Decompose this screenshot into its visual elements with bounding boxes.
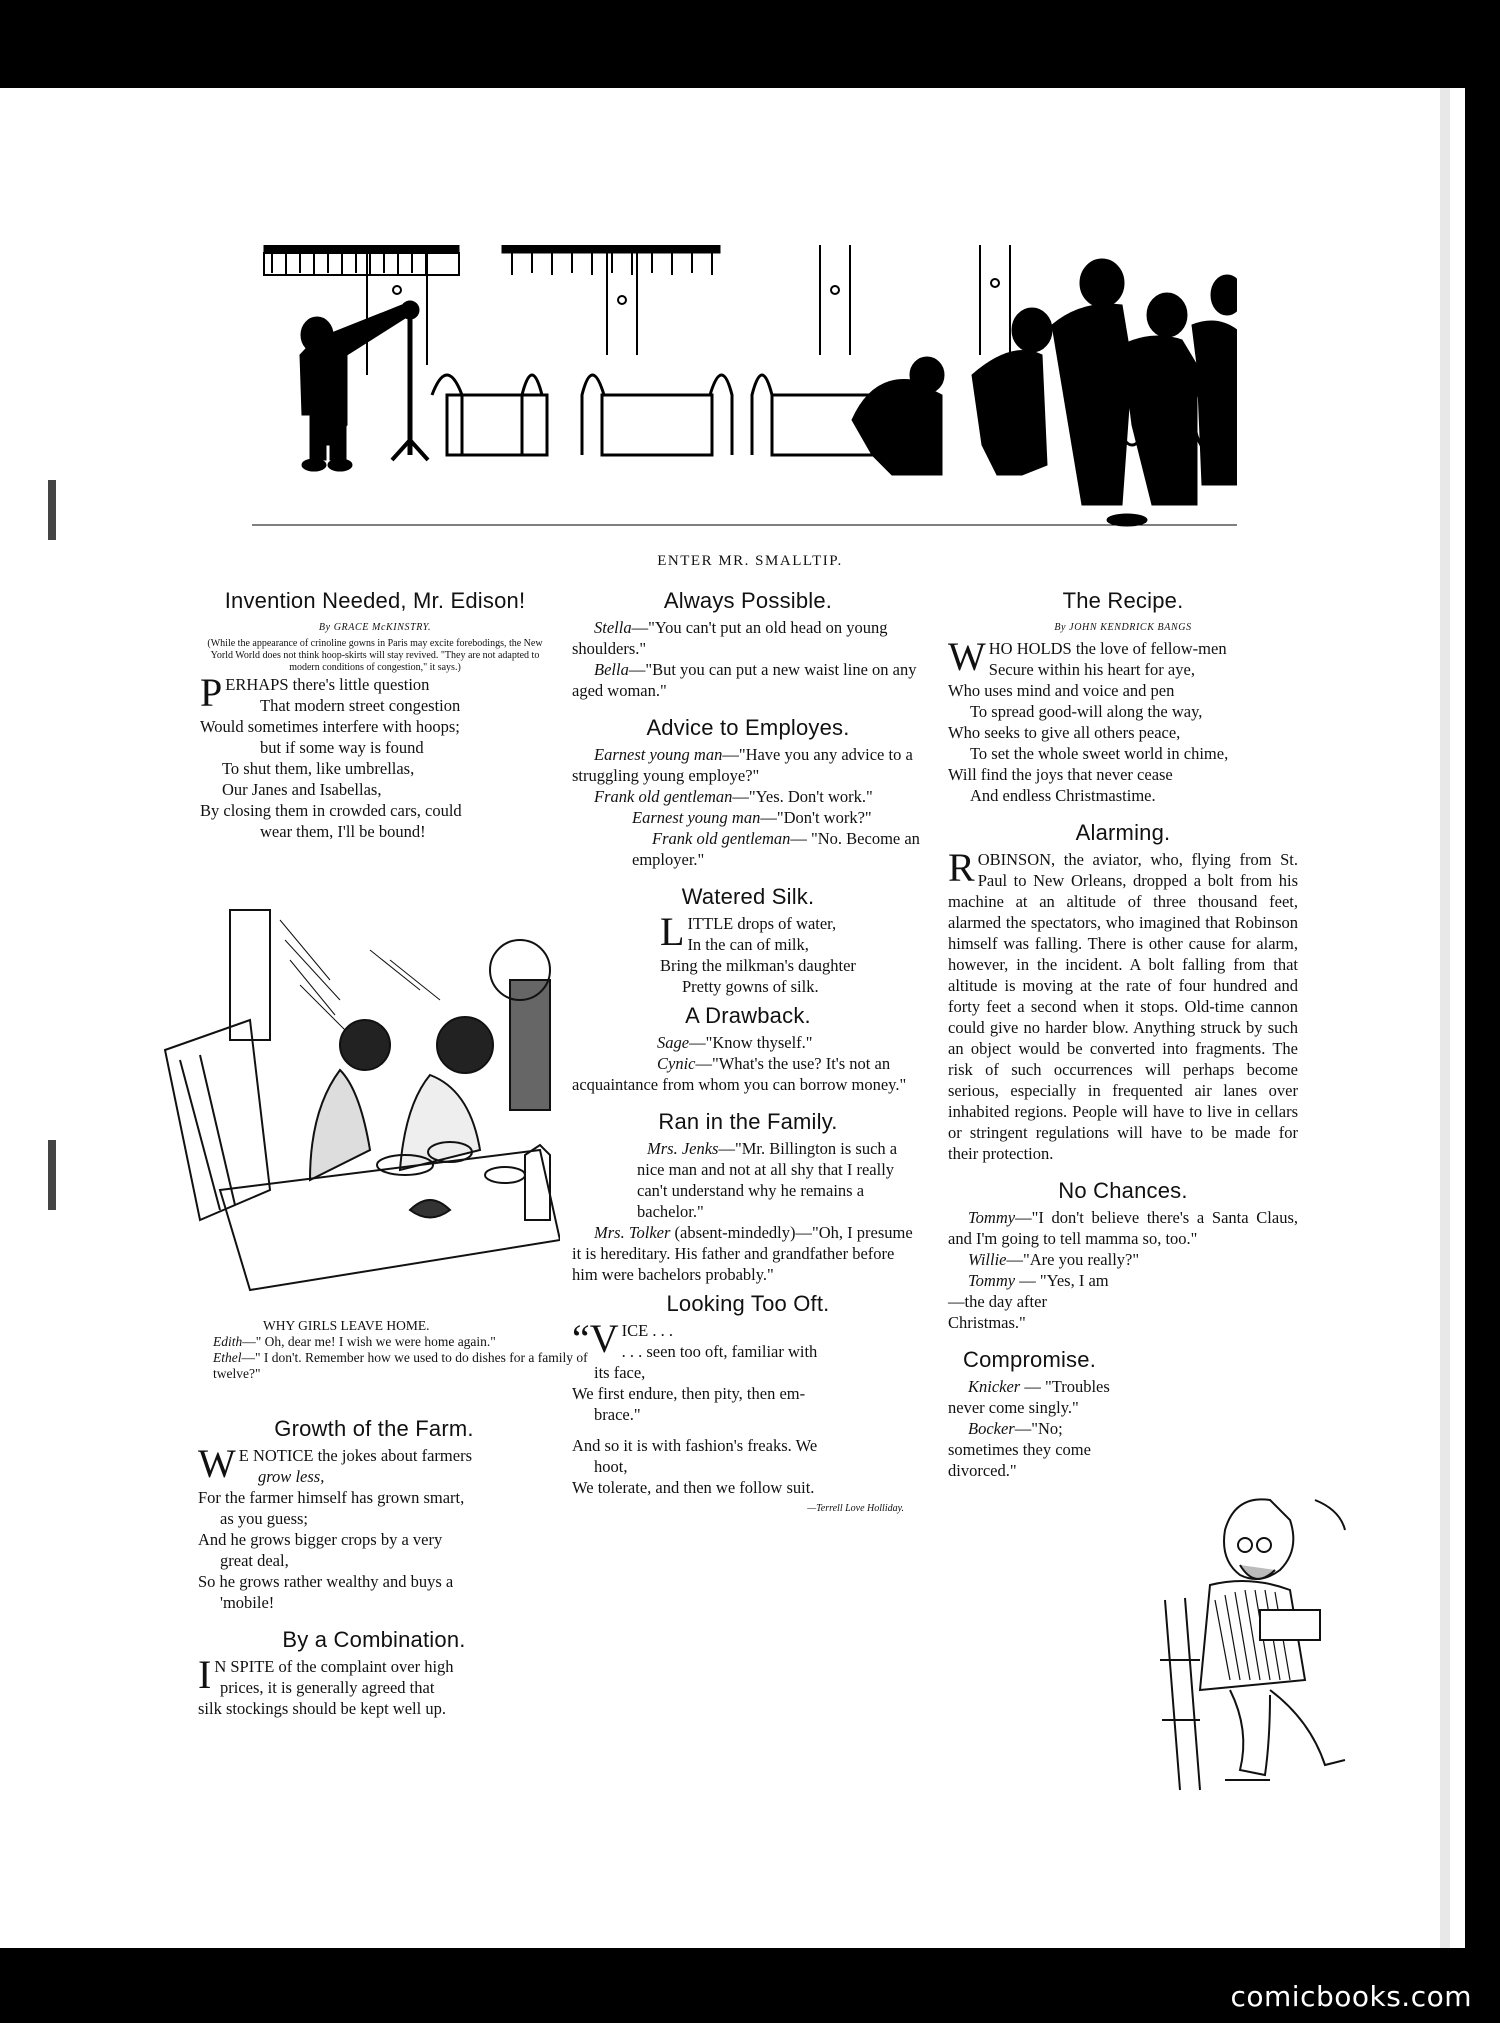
speaker: Earnest young man [594, 745, 723, 764]
illustration-title: WHY GIRLS LEAVE HOME. [263, 1318, 430, 1333]
speaker: Knicker [968, 1377, 1021, 1396]
poem-line: hoot, [594, 1457, 628, 1476]
speaker: Mrs. Tolker [594, 1223, 671, 1242]
cartoon-caption: ENTER MR. SMALLTIP. [657, 553, 843, 569]
poem-line: By closing them in crowded cars, could [200, 801, 462, 820]
poem-line: Will find the joys that never cease [948, 765, 1173, 784]
poem-line: And so it is with fashion's freaks. We [572, 1436, 818, 1455]
speaker: Cynic [657, 1054, 696, 1073]
drop-cap: W [198, 1441, 236, 1486]
left-column-lower [198, 1418, 550, 1719]
right-column [948, 590, 1298, 1481]
poem-line: Secure within his heart for aye, [988, 660, 1195, 679]
speaker: Tommy [968, 1271, 1016, 1290]
article-body [198, 1652, 550, 1719]
poem-line: In the can of milk, [687, 935, 809, 954]
silhouette-cartoon-illustration [252, 245, 1237, 545]
article-title: The Recipe. [1062, 588, 1184, 613]
poem-line: Our Janes and Isabellas, [222, 780, 382, 799]
article-title: Always Possible. [663, 588, 833, 613]
drop-cap: “V [572, 1316, 619, 1361]
speaker: Willie [968, 1250, 1007, 1269]
article-title: Watered Silk. [681, 884, 815, 909]
poem-line: Bring the milkman's daughter [660, 956, 856, 975]
dialogue: —" I don't. Remember how we used to do dishes for a family of twelve?" [213, 1350, 588, 1381]
poem-line: . . . seen too oft, familiar with [621, 1342, 818, 1361]
byline: By JOHN KENDRICK BANGS [1054, 622, 1192, 633]
drop-cap: W [948, 634, 986, 679]
dialogue: —"You can't put an old head on young shoulders." [572, 618, 888, 658]
dialogue: —"Mr. Billington is such a nice man and not at all shy that I really can't understand why he remains a bachelor." [637, 1139, 898, 1221]
article-title: Advice to Employes. [646, 715, 850, 740]
speaker: Stella [594, 618, 632, 637]
dialogue: —"What's the use? It's not an acquaintance from whom you can borrow money." [572, 1054, 907, 1094]
byline: By GRACE McKINSTRY. [318, 622, 432, 633]
article-title: Compromise. [963, 1347, 1097, 1372]
article-title: No Chances. [1058, 1178, 1188, 1203]
poem-line: To shut them, like umbrellas, [222, 759, 415, 778]
poem-line: ICE . . . [621, 1321, 673, 1340]
poem-line: 'mobile! [220, 1593, 275, 1612]
old-man-reading-illustration [1140, 1490, 1365, 1800]
poem-line: great deal, [220, 1551, 289, 1570]
article-title: By a Combination. [282, 1627, 466, 1652]
left-column [200, 590, 550, 842]
poem [572, 1316, 924, 1498]
editorial-note: (While the appearance of crinoline gowns in Paris may excite forebodings, the New Yorld World does not think hoop-skirts will stay revived. "They are not adapted to modern conditions of congestion," it says.) [207, 638, 543, 673]
article-title: Alarming. [1075, 820, 1171, 845]
poem-line: HO HOLDS the love of fellow-men [988, 639, 1227, 658]
dialogue: —" Oh, dear me! I wish we were home again." [242, 1334, 496, 1349]
article-title: Ran in the Family. [658, 1109, 838, 1134]
article-title: Growth of the Farm. [274, 1416, 474, 1441]
poem-line: as you guess; [220, 1509, 308, 1528]
dialogue: — "Yes, I am—the day after Christmas." [948, 1271, 1109, 1332]
speaker: Mrs. Jenks [647, 1139, 719, 1158]
speaker: Bocker [968, 1419, 1015, 1438]
speaker: Frank old gentleman [652, 829, 791, 848]
drop-cap: R [948, 845, 975, 890]
poem-line: E NOTICE the jokes about farmers [238, 1446, 472, 1465]
speaker: Ethel [213, 1350, 242, 1365]
poem [198, 1441, 550, 1613]
poem-line: ERHAPS there's little question [225, 675, 430, 694]
poem-line: We first endure, then pity, then em- [572, 1384, 806, 1403]
drop-cap: P [200, 670, 223, 715]
binding-mark [48, 1140, 56, 1210]
girls-at-table-illustration [160, 890, 560, 1310]
dialogue: —"Are you really?" [1006, 1250, 1140, 1269]
article-title: A Drawback. [685, 1003, 811, 1028]
speaker: Edith [213, 1334, 243, 1349]
middle-column [572, 590, 924, 1519]
dialogue: —"Know thyself." [689, 1033, 813, 1052]
text-line: prices, it is generally agreed that [220, 1678, 435, 1697]
watermark: comicbooks.com [1230, 1980, 1472, 2013]
poem-line: And endless Christmastime. [970, 786, 1156, 805]
poem-line: For the farmer himself has grown smart, [198, 1488, 465, 1507]
text-line: silk stockings should be kept well up. [198, 1699, 446, 1718]
poem-line: its face, [594, 1363, 646, 1382]
dialogue: —"But you can put a new waist line on any aged woman." [572, 660, 917, 700]
drop-cap: I [198, 1652, 212, 1697]
poem-line: To spread good-will along the way, [970, 702, 1203, 721]
dialogue: —"I don't believe there's a Santa Claus, and I'm going to tell mamma so, too." [948, 1208, 1298, 1248]
article-text: OBINSON, the aviator, who, flying from St. Paul to New Orleans, dropped a bolt from his machine at an altitude of three thousand feet, alarmed the spectators, who imagined that Robinson himself was falling. There is other cause for alarm, however, in the incident. A bolt falling from that altitude is moving at the rate of four hundred and forty feet a second when it stops. Old-time cannon could give no harder blow. Anything struck by such an object would be converted into fragments. The risk of such occurrences will perhaps become serious, especially in frequented air lanes over inhabited regions. People will have to live in cellars or stringent regulations will have to be made for their protection. [948, 850, 1298, 1163]
speaker: Earnest young man [632, 808, 761, 827]
poem-line: That modern street congestion [260, 696, 461, 715]
dialogue: —"No; sometimes they come divorced." [948, 1419, 1091, 1480]
poem [572, 909, 924, 997]
poem-line: brace." [594, 1405, 641, 1424]
poem-line: wear them, I'll be bound! [260, 822, 426, 841]
poem [948, 634, 1298, 806]
poem-line: but if some way is found [260, 738, 424, 757]
poem-line: grow less, [258, 1467, 325, 1486]
speaker: Bella [594, 660, 629, 679]
speaker: Frank old gentleman [594, 787, 733, 806]
illustration-caption [205, 1318, 610, 1382]
signature: —Terrell Love Holliday. [807, 1503, 904, 1514]
article-body [948, 845, 1298, 1164]
dialogue: —"Don't work?" [760, 808, 872, 827]
dialogue: — "Troubles never come singly." [948, 1377, 1110, 1417]
poem-line: So he grows rather wealthy and buys a [198, 1572, 454, 1591]
poem-line: Would sometimes interfere with hoops; [200, 717, 460, 736]
dialogue: —"Yes. Don't work." [732, 787, 873, 806]
dialogue: (absent-mindedly)—"Oh, I presume it is hereditary. His father and grandfather before him were bachelors probably." [572, 1223, 913, 1284]
dialogue: —"Have you any advice to a struggling young employe?" [572, 745, 913, 785]
article-title: Invention Needed, Mr. Edison! [224, 588, 526, 613]
binding-mark [48, 480, 56, 540]
drop-cap: L [660, 909, 685, 954]
poem-line: ITTLE drops of water, [687, 914, 837, 933]
poem-line: Who uses mind and voice and pen [948, 681, 1175, 700]
text-line: N SPITE of the complaint over high [214, 1657, 454, 1676]
speaker: Tommy [968, 1208, 1016, 1227]
dialogue: — "No. Become an employer." [632, 829, 920, 869]
poem-line: To set the whole sweet world in chime, [970, 744, 1229, 763]
article-title: Looking Too Oft. [666, 1291, 830, 1316]
speaker: Sage [657, 1033, 690, 1052]
page-edge [1440, 88, 1450, 1948]
poem-line: We tolerate, and then we follow suit. [572, 1478, 815, 1497]
poem [200, 670, 550, 842]
poem-line: And he grows bigger crops by a very [198, 1530, 443, 1549]
poem-line: Pretty gowns of silk. [682, 977, 819, 996]
poem-line: Who seeks to give all others peace, [948, 723, 1181, 742]
